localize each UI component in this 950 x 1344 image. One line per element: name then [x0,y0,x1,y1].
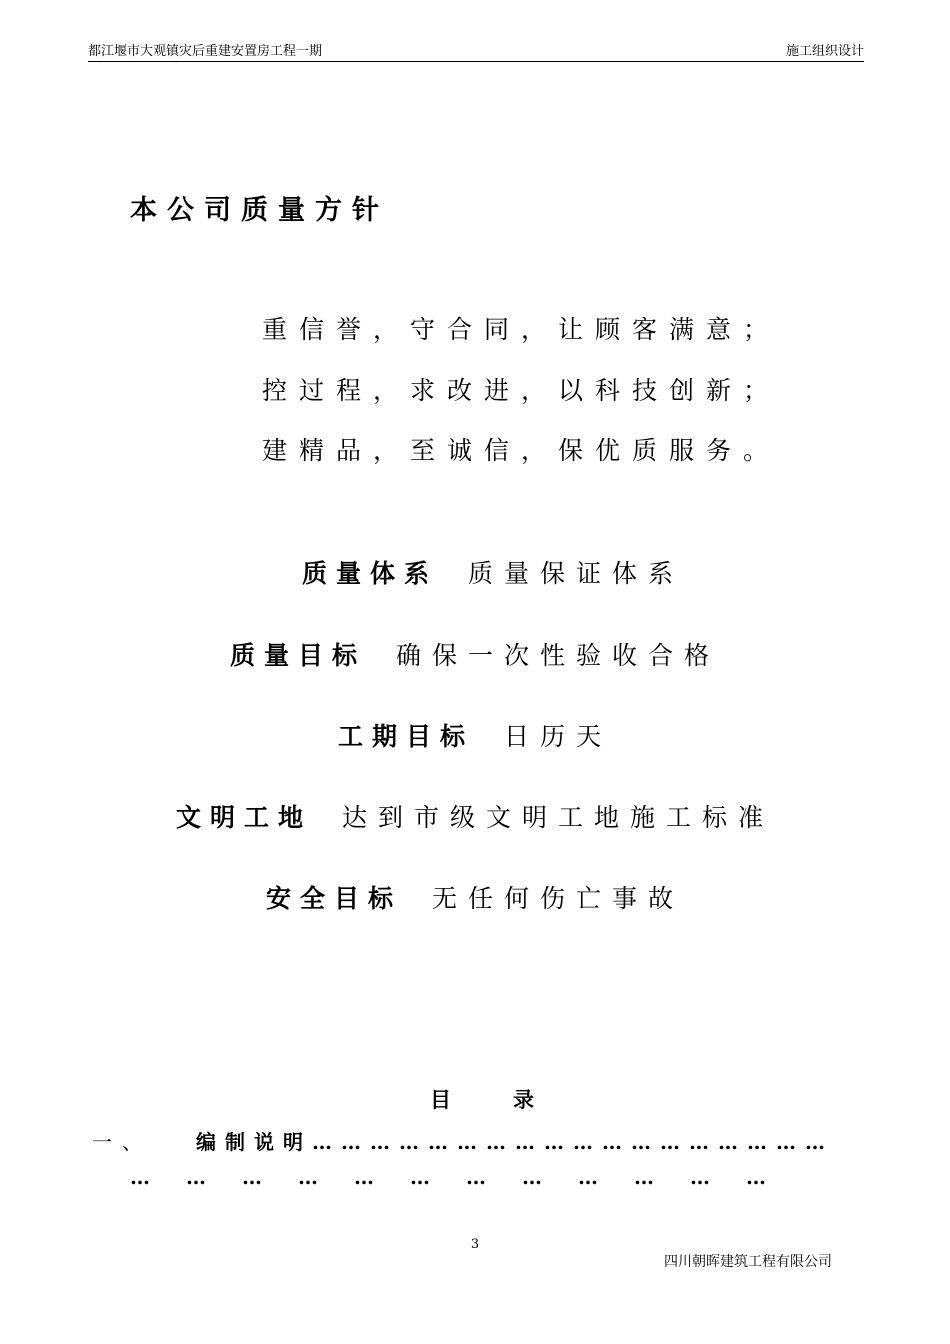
toc-entry-text[interactable]: 编制说明 [196,1130,312,1154]
page-number: 3 [470,1237,480,1252]
objective-value: 无任何伤亡事故 [432,884,685,913]
objective-value: 确保一次性验收合格 [396,641,721,670]
objective-label: 质量体系 [301,559,438,588]
page-header [88,44,864,62]
toc-entry[interactable] [92,1126,842,1155]
policy-line: 重信誉，守合同，让顾客满意； [262,315,781,344]
objective-value: 日历天 [504,722,613,751]
footer-company: 四川朝晖建筑工程有限公司 [664,1254,832,1270]
quality-policy-title: 本公司质量方针 [130,195,389,226]
policy-line: 控过程，求改进，以科技创新； [262,376,781,405]
objective-civilized-site [0,798,950,834]
policy-line: 建精品，至诚信，保优质服务。 [262,436,781,465]
objective-label: 工期目标 [337,722,474,751]
objective-quality-system [18,554,950,590]
objective-label: 安全目标 [265,884,402,913]
toc-entry-number: 一、 [92,1130,152,1154]
objective-value: 质量保证体系 [468,559,685,588]
toc-title: 目录 [430,1088,596,1112]
toc-leader-dots: ……………………………………………… [312,1130,834,1154]
objective-label: 文明工地 [175,803,312,832]
header-project-title: 都江堰市大观镇灾后重建安置房工程一期 [88,44,323,59]
objective-safety-target [0,879,950,915]
objective-value: 达到市级文明工地施工标准 [342,803,775,832]
objective-schedule-target [0,717,950,753]
toc-leader-dots-continued: ……………………………… [130,1165,802,1189]
objective-label: 质量目标 [229,641,366,670]
header-document-type: 施工组织设计 [785,44,864,59]
objective-quality-target [0,636,950,672]
